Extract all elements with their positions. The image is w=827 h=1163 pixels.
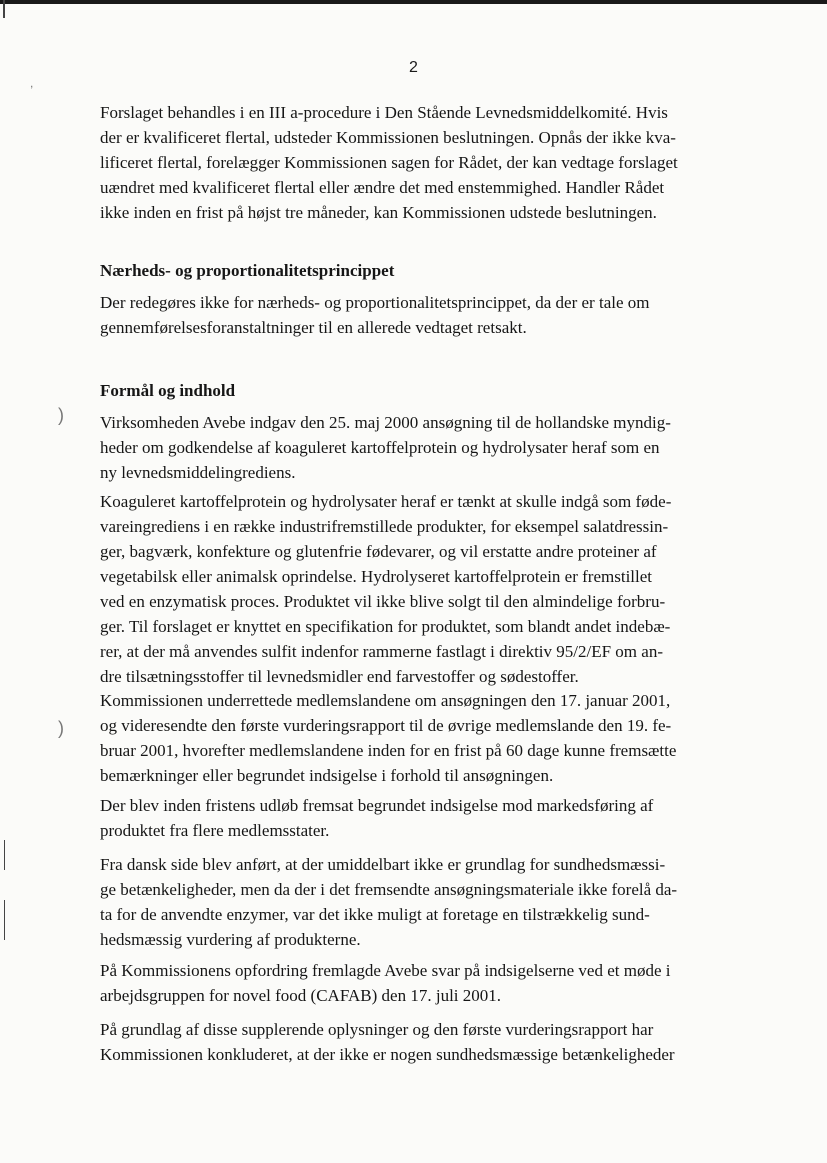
text-line: Forslaget behandles i en III a-procedure i Den Stående Levnedsmiddelkomité. Hvis <box>100 103 668 122</box>
paragraph <box>100 958 730 1008</box>
heading-text: Formål og indhold <box>100 381 236 400</box>
text-line: rer, at der må anvendes sulfit indenfor rammerne fastlagt i direktiv 95/2/EF om an- <box>100 642 663 661</box>
text-line: På Kommissionens opfordring fremlagde Avebe svar på indsigelserne ved et møde i <box>100 961 671 980</box>
paragraph <box>100 100 730 225</box>
text-line: Der blev inden fristens udløb fremsat begrundet indsigelse mod markedsføring af <box>100 796 654 815</box>
text-line: ger. Til forslaget er knyttet en specifikation for produktet, som blandt andet indebæ- <box>100 617 671 636</box>
heading-text: Nærheds- og proportionalitetsprincippet <box>100 261 395 280</box>
paragraph <box>100 290 730 340</box>
text-line: ikke inden en frist på højst tre måneder, kan Kommissionen udstede beslutningen. <box>100 203 657 222</box>
text-line: Virksomheden Avebe indgav den 25. maj 2000 ansøgning til de hollandske myndig- <box>100 413 671 432</box>
text-line: ny levnedsmiddelingrediens. <box>100 463 296 482</box>
text-line: Kommissionen konkluderet, at der ikke er nogen sundhedsmæssige betænkeligheder <box>100 1045 675 1064</box>
text-line: arbejdsgruppen for novel food (CAFAB) den 17. juli 2001. <box>100 986 502 1005</box>
text-line: lificeret flertal, forelægger Kommissionen sagen for Rådet, der kan vedtage forslaget <box>100 153 678 172</box>
text-line: ge betænkeligheder, men da der i det fremsendte ansøgningsmateriale ikke forelå da- <box>100 880 678 899</box>
page-number: 2 <box>409 59 418 76</box>
text-line: uændret med kvalificeret flertal eller ændre det med enstemmighed. Handler Rådet <box>100 178 665 197</box>
section-heading <box>100 258 730 283</box>
paragraph <box>100 688 730 788</box>
text-line: ved en enzymatisk proces. Produktet vil ikke blive solgt til den almindelige forbru- <box>100 592 666 611</box>
text-line: heder om godkendelse af koaguleret kartoffelprotein og hydrolysater heraf som en <box>100 438 660 457</box>
text-line: bemærkninger eller begrundet indsigelse i forhold til ansøgningen. <box>100 766 554 785</box>
scan-speck: , <box>30 76 34 90</box>
text-line: Fra dansk side blev anført, at der umiddelbart ikke er grundlag for sundhedsmæssi- <box>100 855 666 874</box>
left-scan-edge <box>4 840 5 870</box>
text-line: ta for de anvendte enzymer, var det ikke muligt at foretage en tilstrækkelig sund- <box>100 905 650 924</box>
text-line: bruar 2001, hvorefter medlemslandene inden for en frist på 60 dage kunne fremsætte <box>100 741 677 760</box>
left-scan-edge <box>4 900 5 940</box>
text-line: Koaguleret kartoffelprotein og hydrolysater heraf er tænkt at skulle indgå som føde- <box>100 492 672 511</box>
left-scan-edge <box>3 0 5 18</box>
paragraph <box>100 793 730 843</box>
text-line: produktet fra flere medlemsstater. <box>100 821 330 840</box>
text-line: vareingrediens i en række industrifremstillede produkter, for eksempel salatdressin- <box>100 517 669 536</box>
paragraph <box>100 410 730 485</box>
paragraph <box>100 852 730 952</box>
text-line: På grundlag af disse supplerende oplysninger og den første vurderingsrapport har <box>100 1020 654 1039</box>
top-scan-border <box>0 0 827 4</box>
section-heading <box>100 378 730 403</box>
text-line: Der redegøres ikke for nærheds- og proportionalitetsprincippet, da der er tale om <box>100 293 650 312</box>
text-line: Kommissionen underrettede medlemslandene om ansøgningen den 17. januar 2001, <box>100 691 671 710</box>
paragraph <box>100 1017 730 1067</box>
text-line: og videresendte den første vurderingsrapport til de øvrige medlemslande den 19. fe- <box>100 716 672 735</box>
text-line: dre tilsætningsstoffer til levnedsmidler end farvestoffer og sødestoffer. <box>100 667 579 686</box>
text-line: ger, bagværk, konfekture og glutenfrie fødevarer, og vil erstatte andre proteiner af <box>100 542 657 561</box>
text-line: der er kvalificeret flertal, udsteder Kommissionen beslutningen. Opnås der ikke kva- <box>100 128 676 147</box>
text-line: gennemførelsesforanstaltninger til en allerede vedtaget retsakt. <box>100 318 527 337</box>
text-line: vegetabilsk eller animalsk oprindelse. Hydrolyseret kartoffelprotein er fremstillet <box>100 567 653 586</box>
punch-hole-mark: ) <box>58 718 64 738</box>
paragraph <box>100 489 730 689</box>
text-line: hedsmæssig vurdering af produkterne. <box>100 930 361 949</box>
punch-hole-mark: ) <box>58 405 64 425</box>
